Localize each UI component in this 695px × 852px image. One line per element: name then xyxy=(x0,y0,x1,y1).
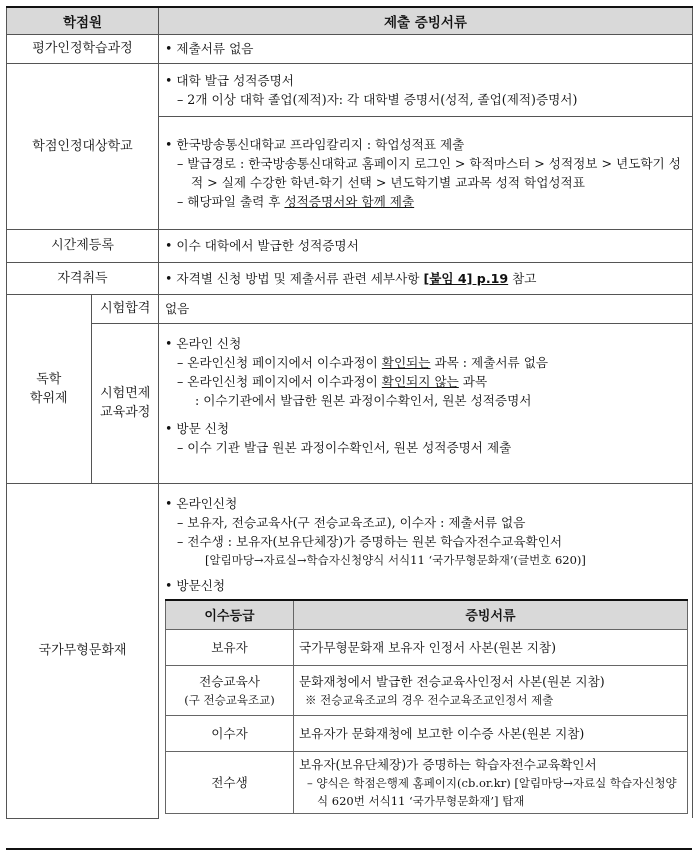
appendix-reference: [붙임 4] p.19 xyxy=(423,270,509,286)
dokhak-label-split xyxy=(7,295,159,483)
inner-header-docs: 증빙서류 xyxy=(294,600,688,630)
text-no-documents: • 제출서류 없음 xyxy=(165,41,254,56)
heritage-grade-table xyxy=(165,599,688,815)
row-sigan xyxy=(7,229,693,262)
label-heritage: 국가무형문화재 xyxy=(7,483,159,818)
table-row: 이수자 보유자가 문화재청에 보고한 이수증 사본(원본 지참) xyxy=(166,716,688,752)
table-header-row xyxy=(7,7,693,34)
dokhak-exempt-content: • 온라인 신청 – 온라인신청 페이지에서 이수과정이 확인되는 과목 : 제출서류 없음 – 온라인신청 페이지에서 이수과정이 확인되지 않는 과목 : 이수기관에서 발급한 원본 과정이수확인서, 원본 성적증명서 • 방문 신청 – 이수 기관 발급 원본 과정이수확인서, 원본 성적증명서 제출 xyxy=(165,335,549,455)
label-exam-exempt: 시험면제 교육과정 xyxy=(100,386,151,421)
header-credit-source: 학점원 xyxy=(7,7,159,34)
row-jagyeok xyxy=(7,262,693,294)
text-univ-transcript: • 대학 발급 성적증명서 xyxy=(165,72,294,88)
row-pyeongga xyxy=(7,34,693,63)
table-row: 전승교육사 (구 전승교육조교) 문화재청에서 발급한 전승교육사인정서 사본(원본 지참) ※ 전승교육조교의 경우 전수교육조교인정서 제출 xyxy=(166,666,688,716)
label-pyeongga: 평가인정학습과정 xyxy=(7,34,159,63)
label-dokhak: 독학 학위제 xyxy=(7,295,91,483)
table-row: 보유자 국가무형문화재 보유자 인정서 사본(원본 지참) xyxy=(166,630,688,666)
text-univ-multiple: – 2개 이상 대학 졸업(제적)자: 각 대학별 증명서(성적, 졸업(제적)증명서) xyxy=(177,91,578,107)
row-dokhak xyxy=(7,294,693,483)
text-sigan: • 이수 대학에서 발급한 성적증명서 xyxy=(165,238,359,253)
submission-documents-table xyxy=(6,6,693,819)
heritage-content: • 온라인신청 – 보유자, 전승교육사(구 전승교육조교), 이수자 : 제출서류 없음 – 전수생 : 보유자(보유단체장)가 증명하는 원본 학습자전수교육확인서 [알림마당→자료실→학습자신청양식 서식11 ‘국가무형문화재’(글번호 620)] • 방문신청 xyxy=(165,495,586,593)
label-exam-pass: 시험합격 xyxy=(91,295,159,324)
inner-header-grade: 이수등급 xyxy=(166,600,294,630)
text-exam-pass-none: 없음 xyxy=(159,295,692,324)
text-print-file: – 해당파일 출력 후 성적증명서와 함께 제출 xyxy=(177,193,415,209)
text-jagyeok: • 자격별 신청 방법 및 제출서류 관련 세부사항 [붙임 4] p.19 참고 xyxy=(165,270,537,286)
row-hakjeom-univ xyxy=(7,63,693,116)
header-documents: 제출 증빙서류 xyxy=(159,7,693,34)
table-row: 전수생 보유자(보유단체장)가 증명하는 학습자전수교육확인서 – 양식은 학점은행제 홈페이지(cb.or.kr) [알림마당→자료실 학습자신청양식 620번 서식11 ‘국가무형문화재’] 탑재 xyxy=(166,752,688,814)
text-issue-path: – 발급경로 : 한국방송통신대학교 홈페이지 로그인 > 학적마스터 > 성적정보 > 년도학기 성적 > 실제 수강한 학년-학기 선택 > 년도학기별 교과목 성적 학업성적표 xyxy=(177,155,681,190)
row-heritage xyxy=(7,483,693,818)
label-jagyeok: 자격취득 xyxy=(7,262,159,294)
label-sigan: 시간제등록 xyxy=(7,229,159,262)
text-prime-college: • 한국방송통신대학교 프라임칼리지 : 학업성적표 제출 xyxy=(165,136,465,152)
label-hakjeom: 학점인정대상학교 xyxy=(7,63,159,229)
table-bottom-border xyxy=(6,848,692,850)
